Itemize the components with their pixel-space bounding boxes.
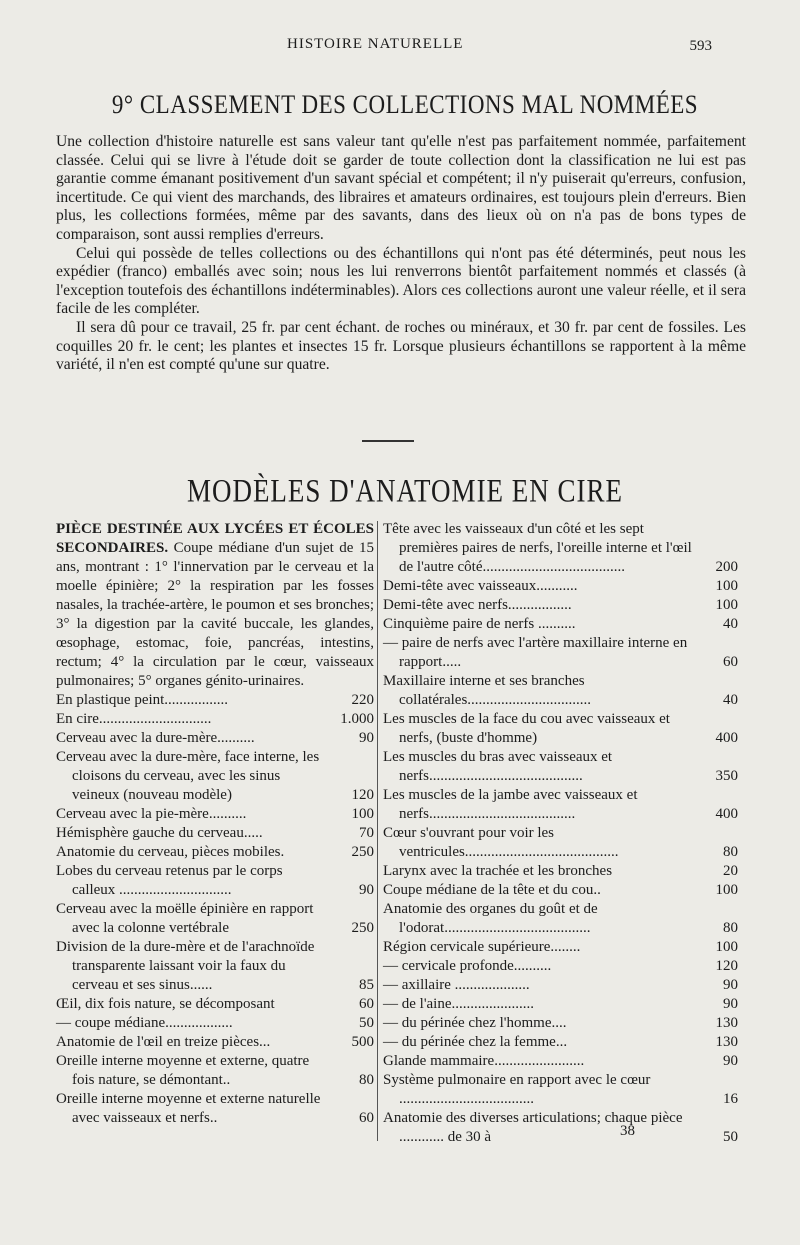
entry-price: 80 — [723, 920, 738, 936]
price-entry — [383, 577, 738, 596]
entry-price: 16 — [723, 1091, 738, 1107]
price-entry — [56, 1014, 374, 1033]
price-entry — [383, 672, 738, 710]
entry-price: 120 — [351, 787, 374, 803]
entry-description: Anatomie du cerveau, pièces mobiles. — [56, 844, 285, 860]
entry-description: Cerveau avec la dure-mère.......... — [56, 730, 255, 746]
page-number: 593 — [689, 38, 712, 54]
entry-price: 90 — [723, 977, 738, 993]
entry-description: Demi-tête avec nerfs................. — [383, 597, 572, 613]
entry-price: 1.000 — [340, 711, 374, 727]
entry-description: Cerveau avec la moëlle épinière en rapport avec la colonne vertébrale — [56, 901, 314, 936]
entry-description: Lobes du cerveau retenus par le corps calleux .............................. — [56, 863, 283, 898]
entry-price: 250 — [351, 920, 374, 936]
entry-description: Cerveau avec la dure-mère, face interne, les cloisons du cerveau, avec les sinus veineux (nouveau modèle) — [56, 749, 320, 803]
price-entry — [56, 862, 374, 900]
price-entry — [383, 748, 738, 786]
entry-description: En plastique peint................. — [56, 692, 229, 708]
lead-paragraph — [56, 520, 374, 691]
entry-price: 100 — [715, 578, 738, 594]
entry-description: Demi-tête avec vaisseaux........... — [383, 578, 578, 594]
price-entry — [56, 691, 374, 710]
price-entry — [383, 957, 738, 976]
price-entry — [56, 805, 374, 824]
entry-price: 220 — [351, 692, 374, 708]
price-entry — [56, 748, 374, 805]
entry-price: 90 — [723, 996, 738, 1012]
right-price-list — [383, 520, 738, 1147]
entry-price: 130 — [715, 1015, 738, 1031]
entry-price: 70 — [359, 825, 374, 841]
price-entry — [383, 596, 738, 615]
entry-description: — axillaire .................... — [383, 977, 530, 993]
entry-description: — du périnée chez l'homme.... — [383, 1015, 567, 1031]
price-entry — [56, 729, 374, 748]
price-entry — [56, 938, 374, 995]
intro-paragraph: Celui qui possède de telles collections ou des échantillons qui n'ont pas été déterminés, peut nous les expédier (franco) emballés avec soin; nous les lui renverrons bientôt parfaitement nommés et classés (à l'exception toutefois des échantillons indéterminables). Alors ces collections auront une valeur réelle, et il sera facile de les compléter. — [56, 244, 746, 318]
price-entry — [56, 824, 374, 843]
entry-description: Hémisphère gauche du cerveau..... — [56, 825, 263, 841]
entry-description: En cire.............................. — [56, 711, 212, 727]
price-entry — [383, 824, 738, 862]
right-column — [383, 520, 738, 1147]
price-entry — [56, 1033, 374, 1052]
entry-description: Région cervicale supérieure........ — [383, 939, 581, 955]
price-entry — [383, 938, 738, 957]
entry-price: 400 — [715, 806, 738, 822]
entry-description: Larynx avec la trachée et les bronches — [383, 863, 613, 879]
entry-price: 20 — [723, 863, 738, 879]
entry-price: 130 — [715, 1034, 738, 1050]
section-divider-rule — [362, 440, 414, 442]
entry-description: Œil, dix fois nature, se décomposant — [56, 996, 275, 1012]
intro-paragraph: Une collection d'histoire naturelle est sans valeur tant qu'elle n'est pas parfaitement nommée, parfaitement classée. Celui qui se livre à l'étude doit se garder de toute collection dont la classification ne lui est pas garantie comme émanant positivement d'un savant spécial et compétent; il n'y puiserait qu'erreurs, confusion, incertitude. Ce qui vient des marchands, des libraires et amateurs ordinaires, est toujours plein d'erreurs. Bien plus, les collections formées, même par des savants, dans des lieux où on n'a pas de bons types de comparaison, sont aussi remplies d'erreurs. — [56, 133, 746, 243]
entry-description: Les muscles du bras avec vaisseaux et nerfs......................................... — [383, 749, 613, 784]
section-title: 9° CLASSEMENT DES COLLECTIONS MAL NOMMÉES — [111, 90, 699, 119]
price-entry — [56, 995, 374, 1014]
entry-description: Cinquième paire de nerfs .......... — [383, 616, 576, 632]
entry-description: Oreille interne moyenne et externe, quatre fois nature, se démontant.. — [56, 1053, 310, 1088]
price-entry — [383, 615, 738, 634]
entry-price: 50 — [359, 1015, 374, 1031]
price-entry — [383, 1033, 738, 1052]
entry-description: Maxillaire interne et ses branches collatérales................................. — [383, 673, 592, 708]
entry-price: 85 — [359, 977, 374, 993]
entry-price: 100 — [715, 882, 738, 898]
entry-price: 200 — [715, 559, 738, 575]
price-entry — [383, 1109, 738, 1147]
entry-description: Cœur s'ouvrant pour voir les ventricules......................................... — [383, 825, 619, 860]
price-entry — [383, 881, 738, 900]
entry-price: 80 — [359, 1072, 374, 1088]
entry-price: 120 — [715, 958, 738, 974]
entry-description: Oreille interne moyenne et externe naturelle avec vaisseaux et nerfs.. — [56, 1091, 321, 1126]
intro-paragraph: Il sera dû pour ce travail, 25 fr. par cent échant. de roches ou minéraux, et 30 fr. par cent de fossiles. Les coquilles 20 fr. le cent; les plantes et insectes 15 fr. Lorsque plusieurs échantillons se rapportent à la même variété, il n'en est compté qu'une sur quatre. — [56, 318, 746, 374]
price-entry — [383, 786, 738, 824]
price-entry — [383, 710, 738, 748]
running-title: HISTOIRE NATURELLE — [287, 36, 464, 52]
price-entry — [383, 900, 738, 938]
entry-price: 60 — [359, 996, 374, 1012]
page-header — [0, 36, 800, 58]
intro-text — [56, 133, 746, 375]
entry-price: 350 — [715, 768, 738, 784]
price-entry — [383, 995, 738, 1014]
models-title: MODÈLES D'ANATOMIE EN CIRE — [186, 472, 624, 509]
price-entry — [56, 1090, 374, 1128]
entry-description: — cervicale profonde.......... — [383, 958, 552, 974]
entry-price: 500 — [351, 1034, 374, 1050]
price-entry — [56, 710, 374, 729]
price-entry — [56, 900, 374, 938]
entry-price: 90 — [359, 882, 374, 898]
entry-price: 100 — [715, 939, 738, 955]
entry-price: 90 — [723, 1053, 738, 1069]
column-divider — [377, 521, 378, 1141]
entry-description: Coupe médiane de la tête et du cou.. — [383, 882, 601, 898]
entry-price: 60 — [359, 1110, 374, 1126]
entry-description: Glande mammaire........................ — [383, 1053, 585, 1069]
price-entry — [56, 1052, 374, 1090]
price-entry — [383, 976, 738, 995]
entry-description: Tête avec les vaisseaux d'un côté et les sept premières paires de nerfs, l'oreille interne et l'œil de l'autre côté...................................... — [383, 521, 692, 575]
lead-heading: PIÈCE DESTINÉE AUX LYCÉES ET ÉCOLES SECONDAIRES. — [56, 521, 374, 556]
entry-price: 250 — [351, 844, 374, 860]
entry-price: 80 — [723, 844, 738, 860]
price-entry — [383, 520, 738, 577]
entry-description: Anatomie des organes du goût et de l'odorat....................................... — [383, 901, 598, 936]
entry-description: Les muscles de la jambe avec vaisseaux et nerfs....................................... — [383, 787, 638, 822]
entry-description: — de l'aine...................... — [383, 996, 535, 1012]
entry-description: Système pulmonaire en rapport avec le cœur .................................... — [383, 1072, 651, 1107]
entry-description: Division de la dure-mère et de l'arachnoïde transparente laissant voir la faux du cerveau et ses sinus...... — [56, 939, 315, 993]
entry-description: — du périnée chez la femme... — [383, 1034, 568, 1050]
lead-text: Coupe médiane d'un sujet de 15 ans, montrant : 1° l'innervation par le cerveau et la moelle épinière; 2° la respiration par les fosses nasales, la trachée-artère, le poumon et ses bronches; 3° la digestion par la cavité buccale, les glandes, œsophage, estomac, foie, pancréas, intestins, rectum; 4° la circulation par le cœur, vaisseaux pulmonaires; 5° organes génito-urinaires. — [56, 540, 375, 689]
entry-description: — paire de nerfs avec l'artère maxillaire interne en rapport..... — [383, 635, 688, 670]
entry-description: Anatomie de l'œil en treize pièces... — [56, 1034, 271, 1050]
entry-price: 40 — [723, 616, 738, 632]
price-entry — [383, 862, 738, 881]
left-column — [56, 520, 374, 1128]
entry-price: 400 — [715, 730, 738, 746]
entry-description: Cerveau avec la pie-mère.......... — [56, 806, 247, 822]
price-entry — [383, 1071, 738, 1109]
entry-description: Anatomie des diverses articulations; chaque pièce ............ de 30 à — [383, 1110, 683, 1145]
entry-price: 100 — [351, 806, 374, 822]
entry-description: Les muscles de la face du cou avec vaisseaux et nerfs, (buste d'homme) — [383, 711, 670, 746]
entry-price: 60 — [723, 654, 738, 670]
entry-price: 50 — [723, 1129, 738, 1145]
entry-price: 100 — [715, 597, 738, 613]
entry-description: — coupe médiane.................. — [56, 1015, 233, 1031]
price-entry — [383, 634, 738, 672]
price-entry — [383, 1052, 738, 1071]
entry-price: 40 — [723, 692, 738, 708]
price-entry — [383, 1014, 738, 1033]
entry-price: 90 — [359, 730, 374, 746]
price-entry — [56, 843, 374, 862]
signature-mark: 38 — [620, 1123, 635, 1139]
left-price-list — [56, 691, 374, 1128]
